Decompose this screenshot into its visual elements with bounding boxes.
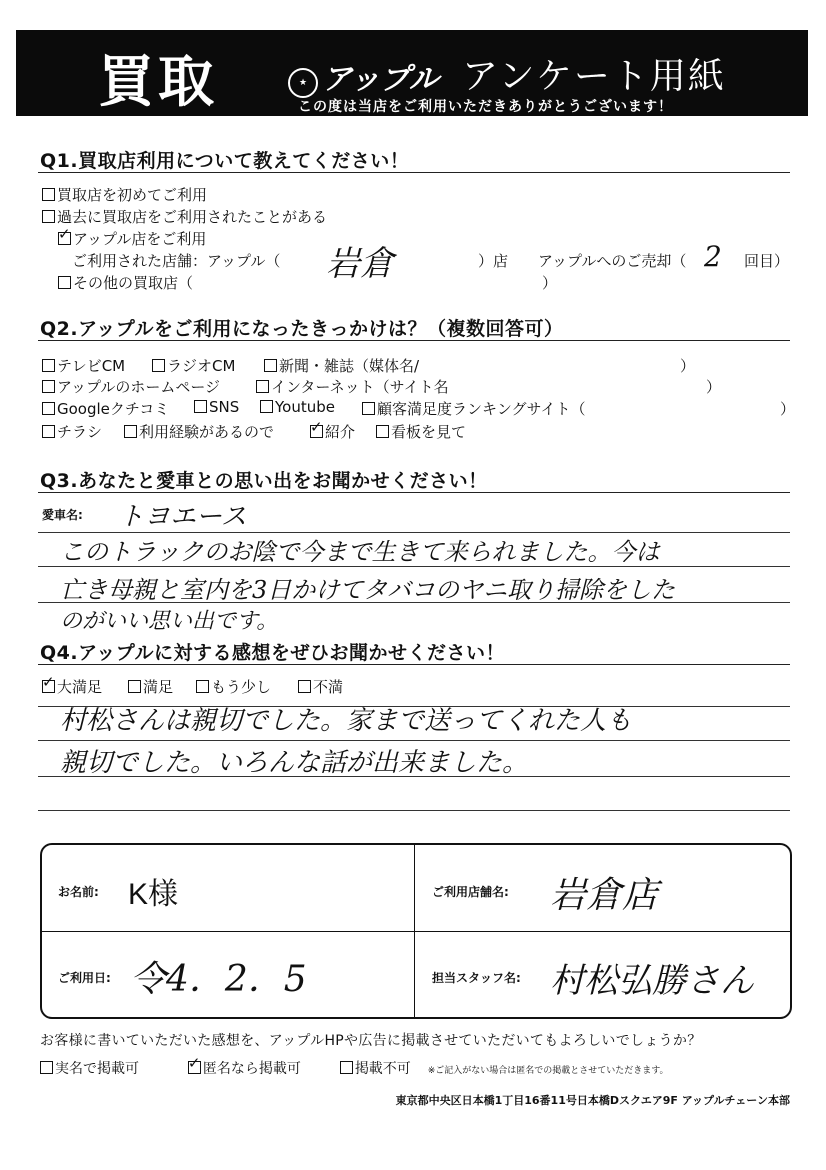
checkbox-icon[interactable] [42,380,55,393]
store-name-label: ご利用店舗名: [432,885,509,899]
q4-comment-line-2: 親切でした。いろんな話が出来ました。 [60,748,529,778]
q2-option-flyer[interactable]: チラシ [42,421,102,442]
q1-other-close: ） [542,274,558,292]
q3-memory-line-2: 亡き母親と室内を3日かけてタバコのヤニ取り掃除をした [60,576,676,604]
q1-option-first[interactable]: 買取店を初めてご利用 [42,184,207,205]
q1-store-handwritten: 岩倉 [326,244,394,284]
q2-title: Q2.アップルをご利用になったきっかけは？（複数回答可） [40,318,564,340]
q1-title: Q1.買取店利用について教えてください！ [40,150,410,172]
headquarters-address: 東京都中央区日本橋1丁目16番11号日本橋Dスクエア9F アップルチェーン本部 [395,1094,790,1107]
q4-line-2 [38,740,790,741]
q1-store-suffix: ）店 [478,252,509,270]
q1-rule [38,172,790,173]
q3-memory-line-1: このトラックのお陰で今まで生きて来られました。今は [60,538,660,566]
consent-option-not-allowed[interactable]: 掲載不可 [340,1061,411,1077]
q1-option-other[interactable]: その他の買取店（ [58,272,193,293]
q2-option-experience[interactable]: 利用経験があるので [124,421,274,442]
q4-option-more[interactable]: もう少し [196,676,271,697]
checkbox-icon[interactable] [42,210,55,223]
q3-rule [38,492,790,493]
checkbox-icon[interactable] [264,359,277,372]
q2-option-ranking[interactable]: 顧客満足度ランキングサイト（ [362,398,586,419]
checkbox-icon[interactable] [298,680,311,693]
checked-checkbox-icon[interactable] [310,425,323,438]
q2-option-tv[interactable]: テレビCM [42,355,125,376]
q2-option-sns[interactable]: SNS [194,398,239,416]
customer-info-box [40,843,792,1019]
checked-checkbox-icon[interactable] [42,680,55,693]
checkbox-icon[interactable] [194,400,207,413]
checkbox-icon[interactable] [42,425,55,438]
car-name-handwritten: トヨエース [118,502,247,532]
checkbox-icon[interactable] [340,1061,353,1074]
q1-option-apple[interactable]: ✓アップル店をご利用 [58,228,206,249]
checkbox-icon[interactable] [256,380,269,393]
car-name-label: 愛車名: [42,508,83,522]
q1-count-suffix: 回目） [744,252,790,270]
q3-memory-line-3: のがいい思い出です。 [60,609,279,634]
q2-option-internet[interactable]: インターネット（サイト名 [256,376,449,397]
q4-line-3 [38,776,790,777]
checkbox-icon[interactable] [128,680,141,693]
name-label: お名前: [58,885,99,899]
name-value: K様 [128,878,179,911]
q1-count-handwritten: 2 [704,240,722,273]
q2-option-youtube[interactable]: Youtube [260,398,335,416]
q3-line-2 [38,566,790,567]
q1-store-label: ご利用された店舗：アップル（ [72,252,281,270]
staff-handwritten: 村松弘勝さん [550,961,754,1001]
q2-rule [38,340,790,341]
publish-consent-options [40,1058,669,1078]
q2-option-signboard[interactable]: 看板を見て [376,421,466,442]
checkbox-icon[interactable] [40,1061,53,1074]
q3-title: Q3.あなたと愛車との思い出をお聞かせください！ [40,470,488,492]
checkbox-icon[interactable] [196,680,209,693]
checkbox-icon[interactable] [362,402,375,415]
q1-count-label: アップルへのご売却（ [538,252,687,270]
q2-option-paper[interactable]: 新聞・雑誌（媒体名/ [264,355,419,376]
consent-footnote: ※ご記入がない場合は匿名での掲載とさせていただきます。 [427,1066,669,1076]
checkbox-icon[interactable] [58,276,71,289]
kaitori-heading: 買取 [98,50,218,115]
q2-option-homepage[interactable]: アップルのホームページ [42,376,220,397]
q4-title: Q4.アップルに対する感想をぜひお聞かせください！ [40,642,506,664]
checkbox-icon[interactable] [124,425,137,438]
date-handwritten: 令4．2．5 [130,959,307,1000]
checkbox-icon[interactable] [260,400,273,413]
q2-internet-close: ） [706,378,722,396]
survey-subtitle: この度は当店をご利用いただきありがとうございます！ [298,99,673,115]
q4-rule [38,664,790,665]
staff-label: 担当スタッフ名: [432,971,521,985]
survey-title: アンケート用紙 [462,56,726,97]
checkbox-icon[interactable] [42,359,55,372]
brand-name: アップル [322,62,439,97]
checkbox-icon[interactable] [152,359,165,372]
q4-option-good[interactable]: 満足 [128,676,173,697]
q3-line-3 [38,602,790,603]
q2-option-google[interactable]: Googleクチコミ [42,398,169,419]
q2-option-referral[interactable]: ✓ 紹介 [310,421,355,442]
checkbox-icon[interactable] [376,425,389,438]
q4-comment-line-1: 村松さんは親切でした。家まで送ってくれた人も [60,706,633,736]
q1-option-past[interactable]: 過去に買取店をご利用されたことがある [42,206,327,227]
apple-logo-icon: ★ [288,68,318,98]
checked-checkbox-icon[interactable] [58,232,71,245]
publish-consent-question: お客様に書いていただいた感想を、アップルHPや広告に掲載させていただいてもよろしいでしょうか？ [40,1033,702,1049]
checkbox-icon[interactable] [42,188,55,201]
store-name-handwritten: 岩倉店 [550,875,659,916]
q2-ranking-close: ） [780,400,796,418]
q2-option-radio[interactable]: ラジオCM [152,355,235,376]
consent-option-real-name[interactable]: 実名で掲載可 [40,1061,139,1077]
info-horizontal-divider [42,931,790,932]
q2-paper-close: ） [680,357,696,375]
q4-line-4 [38,810,790,811]
checkbox-icon[interactable] [42,402,55,415]
consent-option-anonymous[interactable]: ✓ 匿名なら掲載可 [188,1061,301,1077]
q4-option-great[interactable]: ✓大満足 [42,676,102,697]
survey-header [16,30,808,116]
checked-checkbox-icon[interactable] [188,1061,201,1074]
q4-option-bad[interactable]: 不満 [298,676,343,697]
date-label: ご利用日: [58,971,111,985]
